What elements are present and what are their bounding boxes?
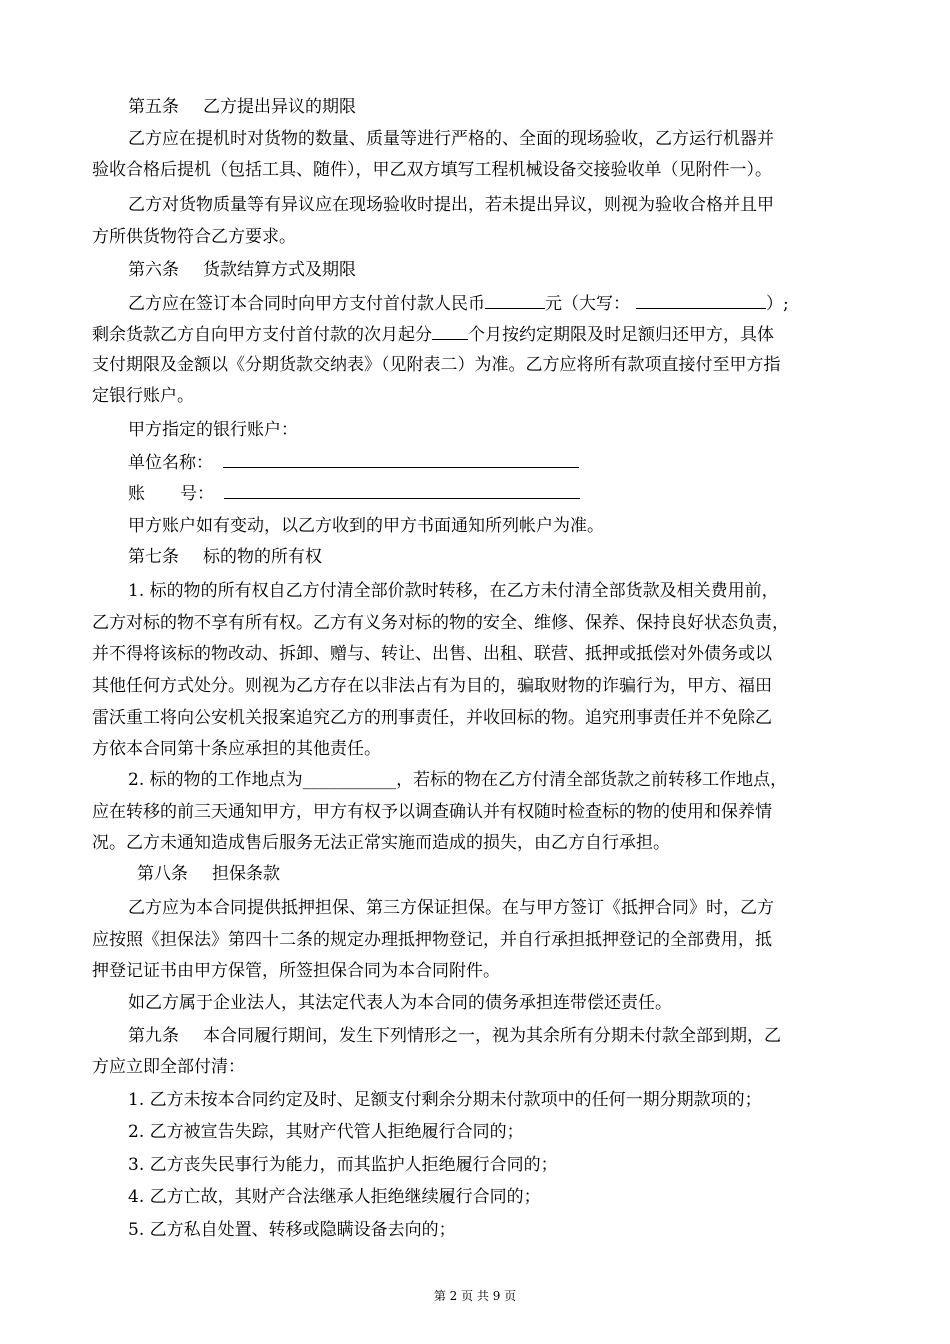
account-number-label: 账 号： — [128, 484, 214, 504]
article-8-heading — [137, 862, 280, 886]
list-item: 3. 乙方丧失民事行为能力，而其监护人拒绝履行合同的； — [128, 1155, 558, 1175]
unit-name-blank — [223, 450, 579, 468]
paragraph-line: 方依本合同第十条应承担的其他责任。 — [92, 739, 381, 759]
article-6-heading — [128, 258, 356, 282]
article-8-number: 第八条 — [137, 864, 188, 884]
list-item: 5. 乙方私自处置、转移或隐瞒设备去向的； — [128, 1220, 456, 1240]
article-7-heading — [128, 545, 322, 569]
paragraph-line: 验收合格后提机（包括工具、随件），甲乙双方填写工程机械设备交接验收单（见附件一）。 — [92, 160, 772, 180]
paragraph-line: 乙方对标的物不享有所有权。乙方有义务对标的物的安全、维修、保养、保持良好状态负责， — [92, 613, 789, 633]
down-payment-words-blank — [636, 291, 766, 309]
article-5-title: 乙方提出异议的期限 — [203, 97, 356, 117]
bank-account-title: 甲方指定的银行账户： — [128, 420, 298, 440]
article-8-title: 担保条款 — [212, 864, 280, 884]
paragraph-line: 方所供货物符合乙方要求。 — [92, 227, 296, 247]
account-number-row — [128, 481, 580, 506]
paragraph-line: 押登记证书由甲方保管，所签担保合同为本合同附件。 — [92, 961, 500, 981]
paragraph-line: 支付期限及金额以《分期货款交纳表》（见附表二）为准。乙方应将所有款项直接付至甲方指 — [92, 355, 781, 375]
article-7-number: 第七条 — [128, 547, 179, 567]
article-5-number: 第五条 — [128, 97, 179, 117]
list-item: 2. 乙方被宣告失踪，其财产代管人拒绝履行合同的； — [128, 1122, 524, 1142]
page-number-footer: 第 2 页 共 9 页 — [433, 1289, 517, 1303]
unit-name-label: 单位名称： — [128, 453, 213, 473]
article-7-title: 标的物的所有权 — [203, 547, 322, 567]
account-number-blank — [224, 481, 580, 499]
paragraph-line: 应按照《担保法》第四十二条的规定办理抵押物登记，并自行承担抵押登记的全部费用，抵 — [92, 930, 772, 950]
installment-months-blank — [432, 322, 468, 340]
down-payment-amount-blank — [485, 291, 545, 309]
article-5-heading — [128, 95, 356, 119]
work-location-line: 2. 标的物的工作地点为___________，若标的物在乙方付清全部货款之前转移工作地点， — [128, 770, 788, 790]
paragraph-line: 乙方对货物质量等有异议应在现场验收时提出，若未提出异议，则视为验收合格并且甲 — [128, 195, 774, 215]
paragraph-line: 乙方应为本合同提供抵押担保、第三方保证担保。在与甲方签订《抵押合同》时，乙方 — [128, 898, 774, 918]
paragraph-line: 其他任何方式处分。则视为乙方存在以非法占有为目的，骗取财物的诈骗行为，甲方、福田 — [92, 676, 772, 696]
paragraph-line: 乙方应在提机时对货物的数量、质量等进行严格的、全面的现场验收，乙方运行机器并 — [128, 129, 774, 149]
paragraph-line: 并不得将该标的物改动、拆卸、赠与、转让、出售、出租、联营、抵押或抵偿对外债务或以 — [92, 644, 772, 664]
list-item: 1. 乙方未按本合同约定及时、足额支付剩余分期未付款项中的任何一期分期款项的； — [128, 1090, 762, 1110]
paragraph-line: 如乙方属于企业法人，其法定代表人为本合同的债务承担连带偿还责任。 — [128, 993, 672, 1013]
paragraph-line: 方应立即全部付清： — [92, 1057, 245, 1077]
article-9-number: 第九条 — [128, 1026, 179, 1046]
paragraph-line: 1. 标的物的所有权自乙方付清全部价款时转移，在乙方未付清全部货款及相关费用前， — [128, 581, 779, 601]
paragraph-line: 定银行账户。 — [92, 386, 194, 406]
work-location-blank: ___________ — [302, 770, 397, 790]
paragraph-line: 应在转移的前三天通知甲方，甲方有权予以调查确认并有权随时检查标的物的使用和保养情 — [92, 802, 772, 822]
article-9-heading: 第九条 本合同履行期间，发生下列情形之一，视为其余所有分期未付款全部到期，乙 — [128, 1026, 781, 1046]
article-6-number: 第六条 — [128, 260, 179, 280]
paragraph-line: 甲方账户如有变动，以乙方收到的甲方书面通知所列帐户为准。 — [128, 516, 604, 536]
list-item: 4. 乙方亡故，其财产合法继承人拒绝继续履行合同的； — [128, 1187, 541, 1207]
paragraph-line: 况。乙方未通知造成售后服务无法正常实施而造成的损失，由乙方自行承担。 — [92, 833, 670, 853]
down-payment-line: 乙方应在签订本合同时向甲方支付首付款人民币 元（大写： ）; — [128, 291, 789, 316]
article-6-title: 货款结算方式及期限 — [203, 260, 356, 280]
unit-name-row — [128, 450, 579, 475]
paragraph-line: 雷沃重工将向公安机关报案追究乙方的刑事责任，并收回标的物。追究刑事责任并不免除乙 — [92, 708, 772, 728]
installment-line: 剩余货款乙方自向甲方支付首付款的次月起分 个月按约定期限及时足额归还甲方，具体 — [92, 322, 774, 347]
